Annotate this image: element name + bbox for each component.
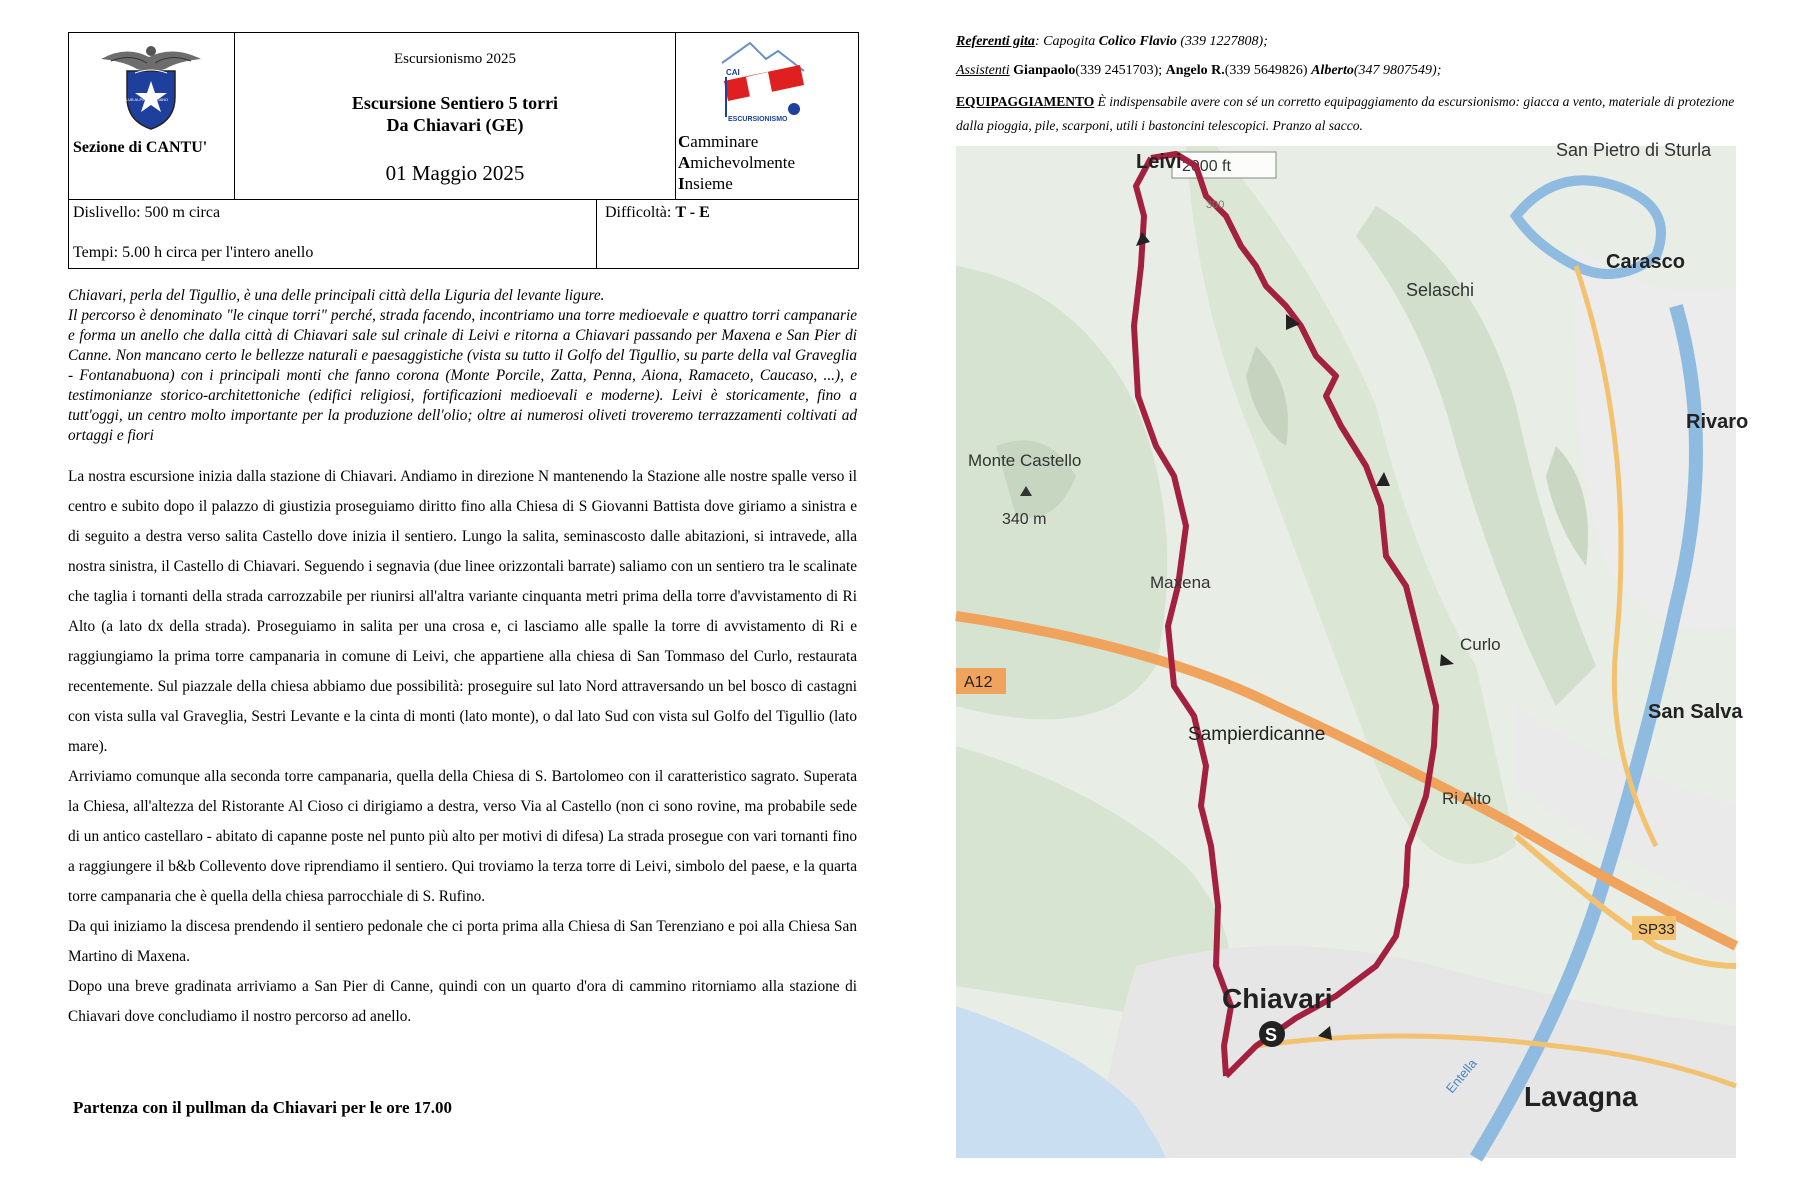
map-label-monte-castello: Monte Castello xyxy=(968,451,1082,470)
equipment-text: È indispensabile avere con sé un corretto equipaggiamento da escursionismo: giacca a vento, materiale di protezione dalla pioggia, pile, scarponi, utili i bastoncini telescopici. Pranzo al sacco. xyxy=(956,94,1735,133)
motto-line-1: Camminare xyxy=(678,132,759,151)
map-label-contour: 300 xyxy=(1206,199,1225,211)
map-label-lavagna: Lavagna xyxy=(1524,1081,1638,1112)
map-label-entella: Entella xyxy=(1442,1055,1480,1096)
map-label-ri-alto: Ri Alto xyxy=(1442,789,1492,808)
activity-year: Escursionismo 2025 xyxy=(393,51,517,67)
leader-name: Colico Flavio xyxy=(1098,34,1177,49)
motto-line-2: Amichevolmente xyxy=(678,153,796,172)
map-label-curlo: Curlo xyxy=(1460,635,1501,654)
excursion-title: Escursione Sentiero 5 torri xyxy=(351,93,559,113)
map-scale: 2000 ft xyxy=(1182,158,1231,175)
difficulty-value: T - E xyxy=(675,204,710,221)
intro-line-1: Chiavari, perla del Tigullio, è una delle principali città della Liguria del levante ligure. xyxy=(68,287,605,304)
body-paragraph-4: Dopo una breve gradinata arriviamo a San Pier di Canne, quindi con un quarto d'ora di cammino ritorniamo alla stazione di Chiavari dove concludiamo il nostro percorso ad anello. xyxy=(68,978,857,1025)
station-letter: S xyxy=(1265,1025,1278,1045)
elevation-gain: Dislivello: 500 m circa xyxy=(73,204,221,221)
intro-paragraph: Il percorso è denominato "le cinque torri" perché, strada facendo, incontriamo una torre medioevale e quattro torri campanarie e forma un anello che dalla città di Chiavari sale sul crinale di Leivi e ritorna a Chiavari passando per Maxena e San Pier di Canne. Non mancano certo le bellezze naturali e paesaggistiche (vista su tutto il Golfo del Tigullio, su parte della val Graveglia - Fontanabuona) con i principali monti che fanno corona (Monte Porcile, Zatta, Penna, Aiona, Ramaceto, Caucaso, ...), e testimonianze storico-architettoniche (edifici religiosi, fortificazioni medioevali e moderne). Leivi è storicamente, fino a tutt'oggi, un centro molto importante per la produzione dell'olio; oltre ai numerosi oliveti troveremo terrazzamenti coltivati ad ortaggi e fiori xyxy=(68,307,857,444)
map-label-altitude: 340 m xyxy=(1002,511,1047,528)
excursion-date: 01 Maggio 2025 xyxy=(385,161,525,185)
map-label-leivi: Leivi xyxy=(1136,151,1182,173)
cai-eagle-logo-icon xyxy=(91,37,211,137)
body-paragraph-3: Da qui iniziamo la discesa prendendo il sentiero pedonale che ci porta prima alla Chiesa di San Terenziano e poi alla Chiesa San Martino di Maxena. xyxy=(68,918,857,965)
assistant-2-name: Angelo R. xyxy=(1165,63,1225,78)
leader-phone: (339 1227808); xyxy=(1176,34,1268,49)
excursion-location: Da Chiavari (GE) xyxy=(386,115,524,135)
map-label-sampierdicanne: Sampierdicanne xyxy=(1188,724,1326,745)
title-cell xyxy=(235,33,676,199)
referents-label: Referenti gita xyxy=(956,34,1035,49)
assistant-1-name: Gianpaolo xyxy=(1013,63,1076,78)
map-label-rivarola: Rivaro xyxy=(1686,411,1749,433)
difficulty-cell xyxy=(597,200,858,268)
difficulty-label: Difficoltà: xyxy=(605,204,676,221)
map-label-maxena: Maxena xyxy=(1150,573,1211,592)
elevation-time-cell xyxy=(69,200,597,268)
map-label-sp33: SP33 xyxy=(1638,921,1675,938)
body-paragraph-1: La nostra escursione inizia dalla stazione di Chiavari. Andiamo in direzione N mantenendo la Stazione alle nostre spalle verso il centro e subito dopo il palazzo di giustizia proseguiamo diritto fino alla Chiesa di S Giovanni Battista dove giriamo a sinistra e di seguito a destra verso salita Castello dove inizia il sentiero. Lungo la salita, seminascosto dalle abitazioni, si intravede, alla nostra sinistra, il Castello di Chiavari. Seguendo i segnavia (due linee orizzontali barrate) saliamo con un sentiero tra le scalinate che taglia i tornanti della strada carrozzabile per riunirsi all'altra variante cinquanta metri prima della torre d'avvistamento di Ri Alto (a lato dx della strada). Proseguiamo in salita per una crosa e, ci lasciamo alle spalle la torre di avvistamento di Ri e raggiungiamo la prima torre campanaria in comune di Leivi, che appartiene alla chiesa di San Tommaso del Curlo, restaurata recentemente. Sul piazzale della chiesa abbiamo due possibilità: proseguire sul lato Nord attraversando un bel bosco di castagni con vista sulla val Graveglia, Sestri Levante e la cinta di monti (lato monte), o dal lato Sud con vista sul Golfo del Tigullio (lato mare). xyxy=(68,468,857,755)
duration: Tempi: 5.00 h circa per l'intero anello xyxy=(73,244,314,261)
cai-logo-cell xyxy=(69,33,235,199)
motto-line-3: Insieme xyxy=(678,174,733,193)
left-page xyxy=(28,0,890,1170)
assistant-3-name: Alberto xyxy=(1311,63,1354,78)
map-label-selaschi: Selaschi xyxy=(1406,280,1475,300)
escursionismo-text: ESCURSIONISMO xyxy=(728,116,788,123)
map-label-san-salvatore: San Salva xyxy=(1648,701,1743,723)
assistants-line: Assistenti Gianpaolo(339 2451703); Angelo R.(339 5649826) Alberto(347 9807549); xyxy=(956,63,1442,78)
right-page xyxy=(940,0,1772,1170)
logo-caption: CLUB ALPINO ITALIANO xyxy=(123,97,169,102)
map-label-carasco: Carasco xyxy=(1606,251,1685,273)
map-label-a12: A12 xyxy=(964,674,993,691)
referents-line: Referenti gita: Capogita Colico Flavio (339 1227808); xyxy=(956,34,1268,49)
route-map[interactable] xyxy=(956,140,1749,1158)
map-label-san-pietro: San Pietro di Sturla xyxy=(1556,140,1712,160)
route-description xyxy=(68,462,857,1032)
header-table xyxy=(68,32,859,269)
motto xyxy=(678,131,795,194)
cai-text: CAI xyxy=(726,68,740,77)
map-label-chiavari: Chiavari xyxy=(1222,983,1333,1014)
body-paragraph-2: Arriviamo comunque alla seconda torre campanaria, quella della Chiesa di S. Bartolomeo con il caratteristico sagrato. Superata la Chiesa, all'altezza del Ristorante Al Cioso ci dirigiamo a destra, verso Via al Castello (non ci sono rovine, ma probabile sede di un antico castellaro - abitato di capanne poste nel punto più alto per motivi di difesa) La strada prosegue con vari tornanti fino a raggiungere il b&b Collevento dove riprendiamo il sentiero. Qui troviamo la terza torre di Leivi, simbolo del paese, e la quarta torre campanaria che è quella della chiesa parrocchiale di S. Rufino. xyxy=(68,768,857,905)
equipment-note xyxy=(956,90,1736,138)
escursionismo-logo-cell xyxy=(676,33,858,199)
equipment-label: EQUIPAGGIAMENTO xyxy=(956,94,1095,109)
intro-text xyxy=(68,286,857,446)
section-name: Sezione di CANTU' xyxy=(73,139,208,156)
departure-note: Partenza con il pullman da Chiavari per le ore 17.00 xyxy=(73,1098,453,1117)
escursionismo-logo-icon xyxy=(712,37,812,125)
assistants-label: Assistenti xyxy=(956,63,1010,78)
